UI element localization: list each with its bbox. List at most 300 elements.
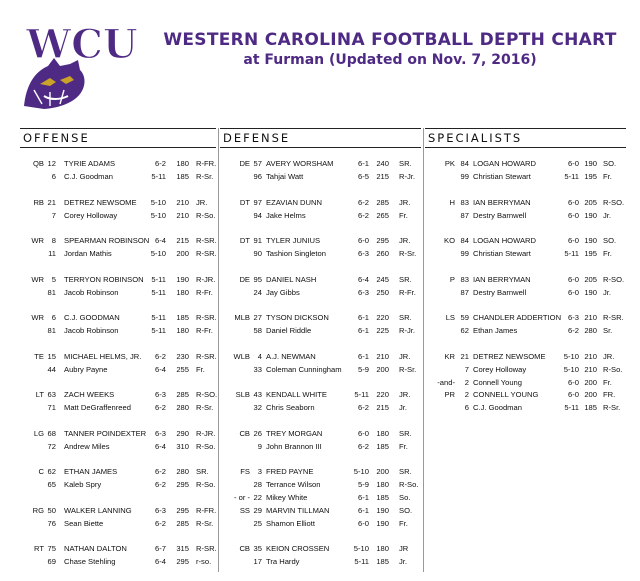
player-name: TANNER POINDEXTER — [64, 428, 147, 438]
jersey-number: 59 — [460, 313, 469, 322]
player-name: DANIEL NASH — [266, 274, 317, 284]
jersey-number: 84 — [460, 236, 469, 245]
player-class: JR. — [399, 351, 411, 361]
player-height: 6-1 — [358, 159, 369, 168]
player-class: SR. — [196, 467, 209, 476]
specialists-header: SPECIALISTS — [425, 128, 626, 148]
jersey-number: 17 — [253, 557, 262, 566]
player-class: JR. — [399, 236, 411, 245]
player-height: 6-3 — [358, 287, 369, 297]
player-weight: 185 — [176, 172, 189, 181]
jersey-number: 99 — [460, 249, 469, 258]
jersey-number: 95 — [253, 274, 262, 284]
position-group — [220, 504, 421, 543]
player-weight: 190 — [376, 505, 389, 515]
jersey-number: 24 — [253, 287, 262, 297]
player-row — [425, 376, 626, 389]
jersey-number: 65 — [47, 480, 56, 489]
player-weight: 295 — [376, 236, 389, 245]
player-name: KENDALL WHITE — [266, 390, 327, 399]
player-weight: 220 — [376, 313, 389, 322]
position-label: RG — [32, 505, 44, 515]
jersey-number: 12 — [47, 159, 56, 168]
position-label: DT — [239, 236, 250, 245]
player-row — [220, 555, 421, 568]
player-height: 6-4 — [358, 274, 369, 284]
player-height: 5-11 — [151, 274, 166, 284]
player-class: R-SR. — [196, 236, 217, 245]
player-row — [425, 157, 626, 170]
jersey-number: 21 — [47, 197, 56, 207]
player-weight: 180 — [376, 480, 389, 489]
player-row — [220, 234, 421, 247]
player-row — [220, 478, 421, 491]
player-height: 6-2 — [155, 518, 166, 528]
player-height: 5-11 — [564, 403, 579, 412]
player-height: 5-11 — [354, 390, 369, 399]
player-name: C.J. Goodman — [473, 403, 522, 412]
player-height: 5-10 — [353, 544, 369, 553]
position-group — [220, 273, 421, 312]
player-row — [20, 401, 216, 414]
jersey-number: 71 — [47, 403, 56, 412]
player-class: SO. — [399, 505, 413, 515]
player-name: Corey Holloway — [64, 210, 118, 220]
player-weight: 200 — [376, 467, 389, 476]
player-class: R-Jr. — [399, 326, 416, 335]
player-row — [220, 491, 421, 504]
player-class: Fr. — [196, 364, 205, 374]
player-weight: 285 — [176, 390, 189, 399]
player-weight: 205 — [584, 197, 597, 207]
jersey-number: 68 — [47, 428, 56, 438]
player-height: 6-0 — [568, 210, 579, 220]
player-weight: 215 — [176, 236, 189, 245]
player-weight: 210 — [584, 364, 597, 374]
column-divider — [423, 128, 424, 572]
position-group — [425, 196, 626, 235]
player-name: KEION CROSSEN — [266, 544, 330, 553]
player-class: R-So. — [196, 480, 216, 489]
jersey-number: 15 — [47, 351, 56, 361]
page-subtitle: at Furman (Updated on Nov. 7, 2016) — [243, 52, 537, 68]
player-weight: 200 — [176, 249, 189, 258]
player-height: 6-0 — [568, 274, 579, 284]
position-group — [425, 157, 626, 196]
position-label: DE — [239, 159, 250, 168]
position-group — [20, 427, 216, 466]
jersey-number: 58 — [253, 326, 262, 335]
jersey-number: 22 — [253, 493, 262, 502]
position-label: WLB — [233, 351, 250, 361]
player-height: 5-11 — [354, 557, 369, 566]
player-name: IAN BERRYMAN — [473, 274, 531, 284]
player-row — [20, 555, 216, 568]
player-row — [425, 170, 626, 183]
jersey-number: 84 — [460, 159, 469, 168]
player-name: Coleman Cunningham — [266, 364, 342, 374]
position-group — [425, 350, 626, 389]
position-label: TE — [34, 351, 44, 361]
player-name: Jay Gibbs — [266, 287, 300, 297]
player-row — [20, 504, 216, 517]
player-name: Christian Stewart — [473, 249, 531, 258]
player-row — [20, 324, 216, 337]
jersey-number: 6 — [464, 403, 469, 412]
player-row — [425, 350, 626, 363]
player-weight: 185 — [376, 557, 389, 566]
player-class: R-Sr. — [603, 403, 621, 412]
player-row — [20, 542, 216, 555]
wcu-logo — [20, 14, 138, 110]
player-row — [20, 388, 216, 401]
position-group — [220, 234, 421, 273]
player-name: Ethan James — [473, 326, 518, 335]
position-label: RB — [33, 197, 44, 207]
position-group — [220, 542, 421, 581]
jersey-number: 75 — [47, 544, 56, 553]
player-row — [20, 157, 216, 170]
player-height: 6-2 — [155, 403, 166, 412]
position-group — [425, 311, 626, 350]
player-class: SR. — [399, 467, 412, 476]
position-group — [20, 157, 216, 196]
jersey-number: 99 — [460, 172, 469, 181]
player-weight: 205 — [584, 274, 597, 284]
player-class: R-FR. — [196, 505, 217, 515]
player-row — [220, 157, 421, 170]
player-weight: 250 — [376, 287, 389, 297]
player-height: 6-3 — [155, 390, 166, 399]
player-weight: 285 — [376, 197, 389, 207]
page-title: WESTERN CAROLINA FOOTBALL DEPTH CHART — [163, 30, 617, 50]
player-weight: 230 — [176, 351, 189, 361]
player-name: LOGAN HOWARD — [473, 236, 537, 245]
player-name: Jacob Robinson — [64, 326, 119, 335]
player-name: Jake Helms — [266, 210, 306, 220]
player-row — [20, 440, 216, 453]
position-label: KR — [444, 351, 455, 361]
player-row — [220, 273, 421, 286]
player-weight: 290 — [176, 428, 189, 438]
player-weight: 200 — [584, 390, 597, 399]
position-label: CB — [239, 428, 250, 438]
player-name: IAN BERRYMAN — [473, 197, 531, 207]
position-label: QB — [33, 159, 44, 168]
jersey-number: 81 — [47, 326, 56, 335]
defense-section — [220, 128, 421, 581]
player-height: 5-11 — [151, 172, 166, 181]
player-class: SO. — [603, 159, 617, 168]
player-row — [220, 209, 421, 222]
player-class: R-JR. — [196, 428, 216, 438]
player-name: CHANDLER ADDERTION — [473, 313, 562, 322]
player-row — [425, 286, 626, 299]
player-row — [220, 363, 421, 376]
position-label: SLB — [235, 390, 250, 399]
position-label: MLB — [234, 313, 250, 322]
player-class: R-SO. — [603, 274, 625, 284]
player-row — [20, 311, 216, 324]
position-group — [20, 388, 216, 427]
player-weight: 180 — [176, 159, 189, 168]
jersey-number: 35 — [253, 544, 262, 553]
player-row — [20, 209, 216, 222]
player-class: R-SO. — [603, 197, 625, 207]
player-name: ZACH WEEKS — [64, 390, 115, 399]
player-name: MICHAEL HELMS, JR. — [64, 351, 142, 361]
player-row — [220, 350, 421, 363]
player-class: Fr. — [399, 210, 408, 220]
player-row — [220, 440, 421, 453]
player-name: Mikey White — [266, 493, 308, 502]
player-weight: 315 — [176, 544, 189, 553]
jersey-number: 94 — [253, 210, 262, 220]
jersey-number: 91 — [253, 236, 262, 245]
player-class: R-So. — [399, 480, 419, 489]
player-name: Connell Young — [473, 377, 522, 387]
player-height: 6-2 — [155, 480, 166, 489]
player-name: DETREZ NEWSOME — [473, 351, 546, 361]
jersey-number: 87 — [460, 210, 469, 220]
player-row — [20, 286, 216, 299]
player-class: R-SR. — [196, 249, 217, 258]
player-height: 5-11 — [151, 313, 166, 322]
player-row — [20, 350, 216, 363]
player-height: 6-2 — [358, 210, 369, 220]
jersey-number: 8 — [51, 236, 56, 245]
player-weight: 285 — [176, 518, 189, 528]
player-row — [20, 427, 216, 440]
position-label: P — [449, 274, 455, 284]
player-weight: 280 — [176, 403, 189, 412]
player-class: Jr. — [603, 210, 612, 220]
player-row — [20, 465, 216, 478]
player-class: Jr. — [399, 403, 408, 412]
player-name: Christian Stewart — [473, 172, 531, 181]
player-row — [425, 401, 626, 414]
player-name: TREY MORGAN — [266, 428, 323, 438]
player-height: 6-3 — [358, 249, 369, 258]
player-class: Fr. — [399, 518, 408, 528]
player-name: Kaleb Spry — [64, 480, 102, 489]
player-class: SR. — [399, 428, 412, 438]
player-name: Shamon Elliott — [266, 518, 315, 528]
player-name: CONNELL YOUNG — [473, 390, 539, 399]
defense-header: DEFENSE — [220, 128, 421, 148]
position-group — [425, 273, 626, 312]
position-group — [220, 350, 421, 389]
player-height: 6-7 — [155, 544, 166, 553]
player-height: 5-11 — [564, 172, 579, 181]
offense-header: OFFENSE — [20, 128, 216, 148]
player-weight: 180 — [376, 428, 389, 438]
player-weight: 295 — [176, 480, 189, 489]
player-class: r-so. — [196, 557, 212, 566]
player-name: FRED PAYNE — [266, 467, 314, 476]
player-class: JR — [399, 544, 409, 553]
player-height: 6-5 — [358, 172, 369, 181]
player-name: John Brannon III — [266, 441, 322, 451]
player-row — [220, 311, 421, 324]
player-weight: 210 — [376, 351, 389, 361]
player-height: 5-10 — [150, 249, 166, 258]
player-row — [20, 196, 216, 209]
player-class: Jr. — [603, 287, 612, 297]
player-row — [425, 324, 626, 337]
jersey-number: 4 — [257, 351, 262, 361]
jersey-number: 27 — [253, 313, 262, 322]
player-name: Chase Stehling — [64, 557, 116, 566]
player-row — [220, 388, 421, 401]
player-class: R-Fr. — [399, 287, 416, 297]
player-name: Jacob Robinson — [64, 287, 119, 297]
player-row — [220, 542, 421, 555]
player-class: R-SR. — [603, 313, 624, 322]
player-weight: 190 — [584, 287, 597, 297]
player-name: TERRYON ROBINSON — [64, 274, 144, 284]
player-height: 6-2 — [358, 197, 369, 207]
player-height: 6-0 — [568, 236, 579, 245]
position-group — [20, 196, 216, 235]
position-label: SS — [239, 505, 250, 515]
player-height: 6-4 — [155, 236, 166, 245]
jersey-number: 43 — [253, 390, 262, 399]
player-row — [220, 401, 421, 414]
player-class: JR. — [603, 351, 615, 361]
player-name: Daniel Riddle — [266, 326, 312, 335]
player-row — [220, 427, 421, 440]
player-weight: 220 — [376, 390, 389, 399]
player-name: EZAVIAN DUNN — [266, 197, 322, 207]
player-weight: 185 — [376, 493, 389, 502]
player-name: Destry Barnwell — [473, 287, 527, 297]
player-name: Chris Seaborn — [266, 403, 315, 412]
player-height: 6-0 — [568, 377, 579, 387]
player-height: 5-9 — [358, 480, 369, 489]
jersey-number: 81 — [47, 287, 56, 297]
player-weight: 215 — [376, 172, 389, 181]
player-height: 5-10 — [150, 210, 166, 220]
position-group — [20, 273, 216, 312]
player-height: 6-1 — [358, 326, 369, 335]
player-height: 6-0 — [568, 287, 579, 297]
jersey-number: 7 — [464, 364, 469, 374]
player-class: SO. — [603, 236, 617, 245]
position-group — [20, 504, 216, 543]
player-weight: 180 — [176, 326, 189, 335]
jersey-number: 29 — [253, 505, 262, 515]
player-class: R-Sr. — [399, 249, 417, 258]
player-height: 6-1 — [358, 493, 369, 502]
player-weight: 215 — [376, 403, 389, 412]
player-height: 6-0 — [568, 159, 579, 168]
player-name: C.J. GOODMAN — [64, 313, 120, 322]
player-name: NATHAN DALTON — [64, 544, 127, 553]
position-group — [20, 234, 216, 273]
position-label: WR — [31, 313, 44, 322]
jersey-number: 62 — [47, 467, 56, 476]
player-name: Matt DeGraffenreed — [64, 403, 131, 412]
player-weight: 180 — [176, 287, 189, 297]
jersey-number: 83 — [460, 197, 469, 207]
player-row — [220, 286, 421, 299]
player-class: R-Fr. — [196, 326, 213, 335]
player-row — [425, 363, 626, 376]
player-height: 6-3 — [568, 313, 579, 322]
player-weight: 295 — [176, 505, 189, 515]
player-row — [425, 209, 626, 222]
player-name: Tra Hardy — [266, 557, 300, 566]
player-class: R-SO. — [196, 390, 218, 399]
position-label: LG — [33, 428, 44, 438]
player-height: 6-1 — [358, 313, 369, 322]
player-height: 6-4 — [155, 557, 166, 566]
position-label: C — [38, 467, 44, 476]
player-name: Corey Holloway — [473, 364, 527, 374]
title-block — [140, 30, 640, 68]
position-label: -and- — [437, 377, 455, 387]
jersey-number: 11 — [48, 249, 56, 258]
player-height: 5-11 — [564, 249, 579, 258]
player-class: R-Jr. — [399, 172, 416, 181]
player-name: ETHAN JAMES — [64, 467, 118, 476]
player-name: AVERY WORSHAM — [266, 159, 334, 168]
player-name: Sean Biette — [64, 518, 104, 528]
player-class: JR. — [399, 197, 411, 207]
player-height: 6-3 — [155, 505, 166, 515]
player-row — [220, 247, 421, 260]
player-height: 5-9 — [358, 364, 369, 374]
player-row — [220, 196, 421, 209]
player-height: 6-1 — [358, 351, 369, 361]
player-weight: 280 — [584, 326, 597, 335]
player-class: R-Fr. — [196, 287, 213, 297]
player-class: R-Sr. — [196, 172, 214, 181]
player-height: 5-10 — [353, 467, 369, 476]
jersey-number: 6 — [51, 313, 56, 322]
player-weight: 265 — [376, 210, 389, 220]
jersey-number: 2 — [464, 390, 469, 399]
player-weight: 180 — [376, 544, 389, 553]
position-group — [425, 388, 626, 427]
player-name: Terrance Wilson — [266, 480, 321, 489]
player-name: Jordan Mathis — [64, 249, 112, 258]
player-name: TYSON DICKSON — [266, 313, 329, 322]
player-row — [20, 247, 216, 260]
player-weight: 190 — [584, 159, 597, 168]
position-group — [425, 234, 626, 273]
jersey-number: 7 — [51, 210, 56, 220]
player-row — [220, 170, 421, 183]
jersey-number: 25 — [253, 518, 262, 528]
jersey-number: 87 — [460, 287, 469, 297]
position-label: LT — [35, 390, 44, 399]
player-height: 6-0 — [358, 428, 369, 438]
jersey-number: 57 — [253, 159, 262, 168]
player-weight: 295 — [176, 557, 189, 566]
player-name: C.J. Goodman — [64, 172, 113, 181]
player-class: R-So. — [603, 364, 623, 374]
player-weight: 195 — [584, 249, 597, 258]
player-class: Fr. — [603, 172, 612, 181]
player-row — [20, 517, 216, 530]
player-weight: 185 — [176, 313, 189, 322]
player-weight: 185 — [584, 403, 597, 412]
player-class: R-Sr. — [196, 403, 214, 412]
jersey-number: 26 — [253, 428, 262, 438]
player-class: Sr. — [603, 326, 613, 335]
